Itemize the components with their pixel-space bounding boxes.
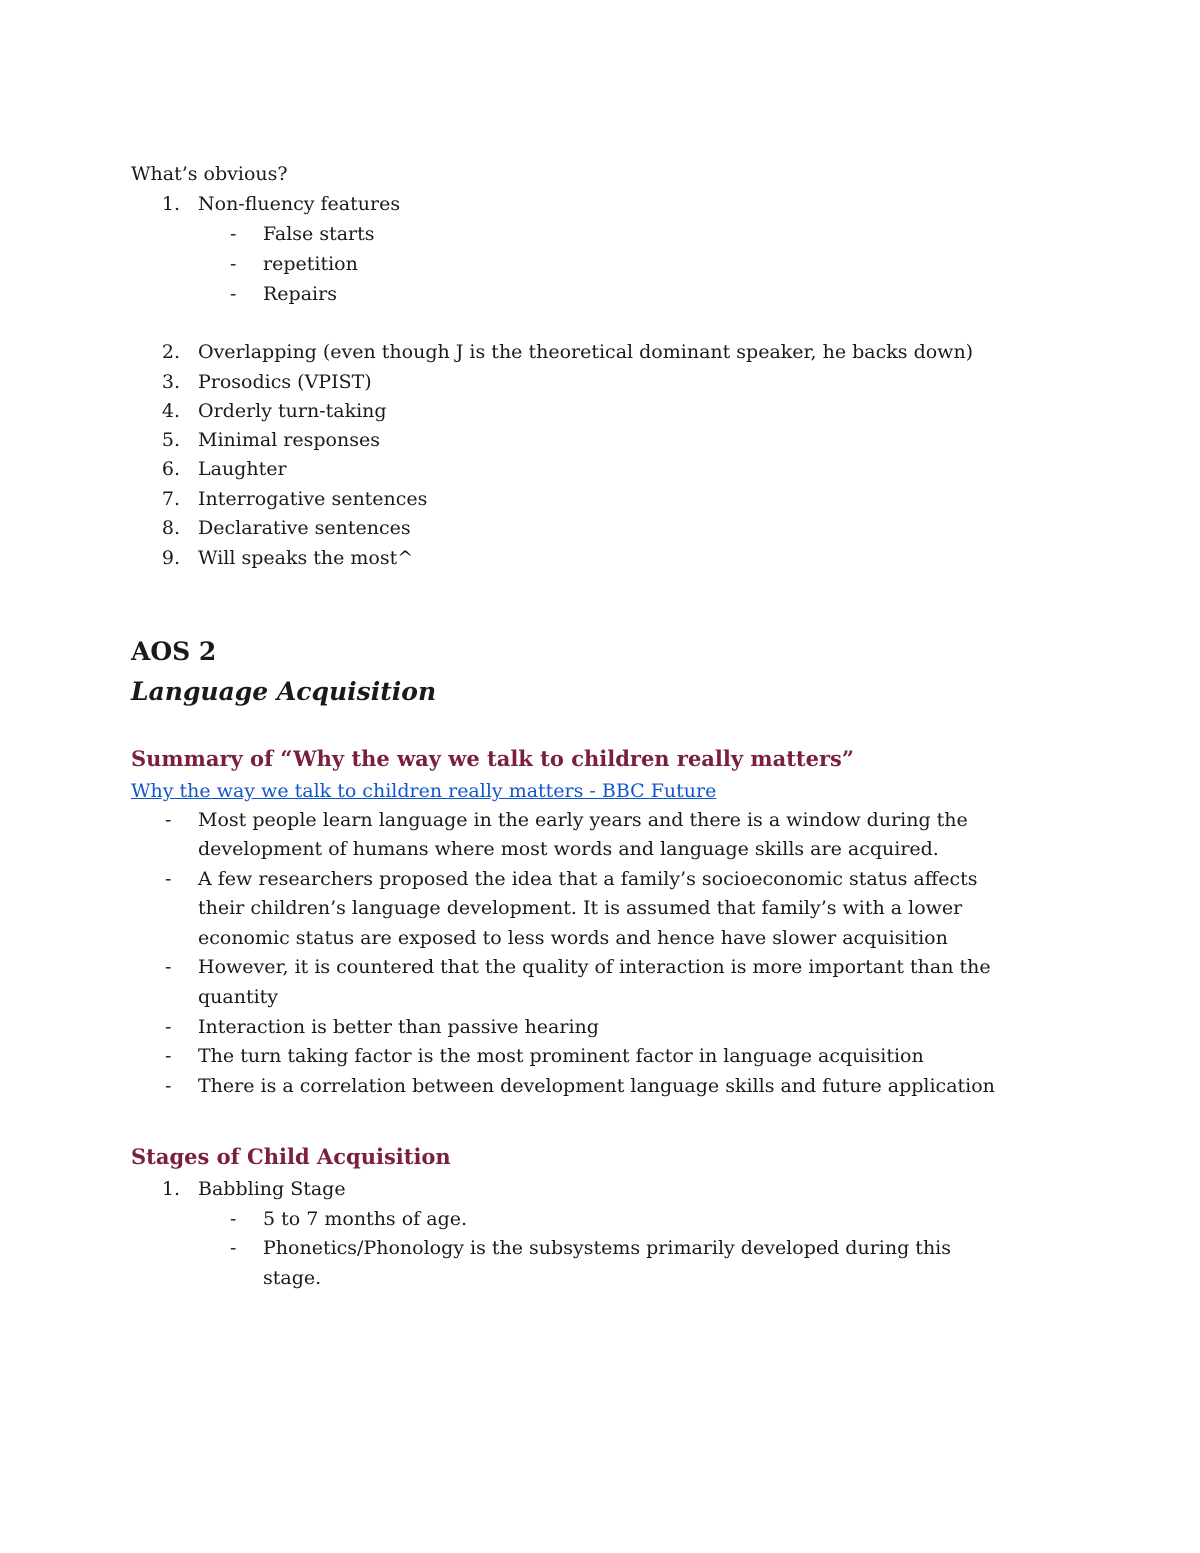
list-item-text: Minimal responses	[198, 429, 380, 451]
list-number: 5.	[161, 429, 180, 451]
bullet-text: Interaction is better than passive hearing	[198, 1016, 599, 1038]
list-number: 1.	[161, 193, 180, 215]
list-number: 7.	[161, 488, 180, 510]
summary-heading: Summary of “Why the way we talk to children really matters”	[131, 746, 854, 771]
list-item-text: Babbling Stage	[198, 1178, 346, 1200]
aos-subtitle: Language Acquisition	[131, 677, 437, 706]
list-item-text: Orderly turn-taking	[198, 400, 387, 422]
sub-list-item-text: 5 to 7 months of age.	[263, 1208, 468, 1230]
list-number: 2.	[161, 341, 180, 363]
bullet-text: quantity	[198, 986, 279, 1008]
stages-heading: Stages of Child Acquisition	[131, 1144, 451, 1169]
dash-bullet: -	[165, 956, 172, 978]
list-item-text: Non-fluency features	[198, 193, 401, 215]
dash-bullet: -	[230, 223, 237, 245]
dash-bullet: -	[230, 1208, 237, 1230]
list-number: 3.	[161, 371, 180, 393]
dash-bullet: -	[165, 868, 172, 890]
bullet-text: development of humans where most words and language skills are acquired.	[198, 838, 939, 860]
sub-list-item-text: repetition	[263, 253, 358, 275]
bullet-text: economic status are exposed to less words and hence have slower acquisition	[198, 927, 948, 949]
list-number: 8.	[161, 517, 180, 539]
list-number: 6.	[161, 458, 180, 480]
dash-bullet: -	[230, 283, 237, 305]
sub-list-item-text: Phonetics/Phonology is the subsystems primarily developed during this	[263, 1237, 952, 1259]
list-item-text: Overlapping (even though J is the theoretical dominant speaker, he backs down)	[198, 341, 974, 363]
dash-bullet: -	[230, 1237, 237, 1259]
dash-bullet: -	[165, 1075, 172, 1097]
bullet-text: A few researchers proposed the idea that a family’s socioeconomic status affects	[198, 868, 978, 890]
bullet-text: Most people learn language in the early years and there is a window during the	[198, 809, 968, 831]
bullet-text: There is a correlation between development language skills and future application	[198, 1075, 995, 1097]
list-item-text: Declarative sentences	[198, 517, 411, 539]
section1-heading-text: What’s obvious?	[131, 163, 288, 185]
dash-bullet: -	[230, 253, 237, 275]
sub-list-item-text: stage.	[263, 1267, 322, 1289]
list-item-text: Prosodics (VPIST)	[198, 371, 372, 393]
bullet-text: their children’s language development. It is assumed that family’s with a lower	[198, 897, 963, 919]
dash-bullet: -	[165, 809, 172, 831]
list-item-text: Interrogative sentences	[198, 488, 428, 510]
bullet-text: However, it is countered that the quality of interaction is more important than the	[198, 956, 991, 978]
dash-bullet: -	[165, 1045, 172, 1067]
list-number: 4.	[161, 400, 180, 422]
bullet-text: The turn taking factor is the most prominent factor in language acquisition	[198, 1045, 924, 1067]
dash-bullet: -	[165, 1016, 172, 1038]
sub-list-item-text: False starts	[263, 223, 375, 245]
sub-list-item-text: Repairs	[263, 283, 337, 305]
list-number: 1.	[161, 1178, 180, 1200]
aos-title: AOS 2	[131, 637, 217, 666]
list-item-text: Laughter	[198, 458, 287, 480]
bbc-future-link[interactable]: Why the way we talk to children really matters - BBC Future	[131, 780, 717, 802]
list-item-text: Will speaks the most^	[198, 547, 414, 569]
list-number: 9.	[161, 547, 180, 569]
